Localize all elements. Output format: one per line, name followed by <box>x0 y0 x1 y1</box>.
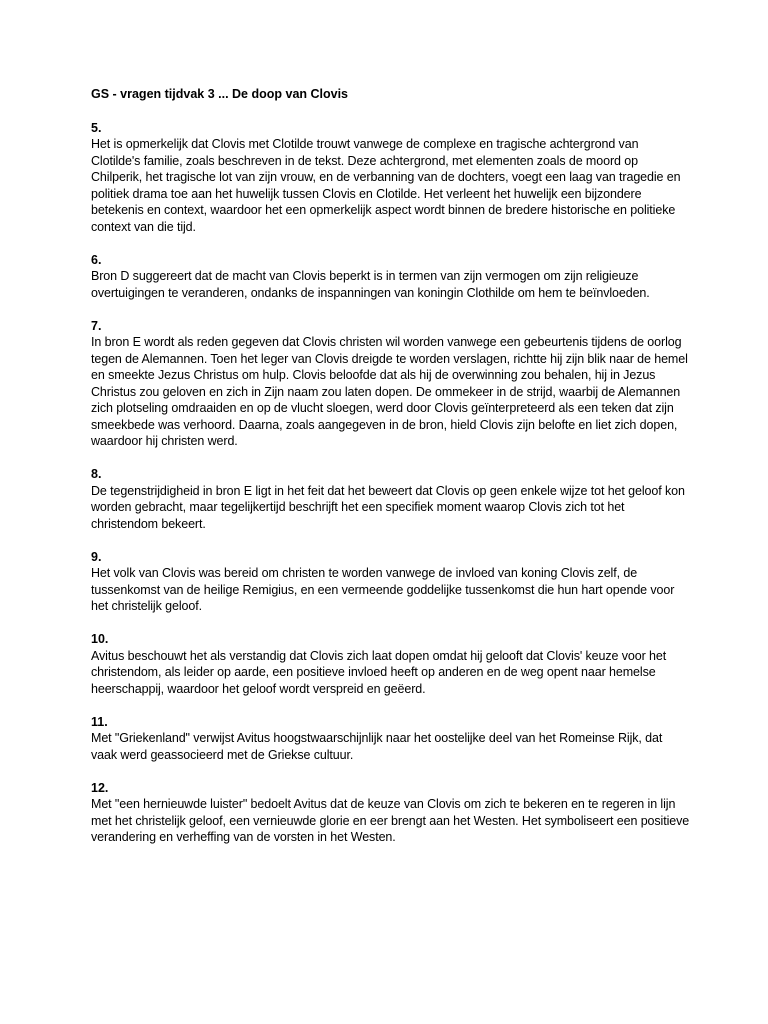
question-number: 5. <box>91 120 102 135</box>
document-page <box>91 86 691 862</box>
question-answer: Met "Griekenland" verwijst Avitus hoogstwaarschijnlijk naar het oostelijke deel van het Romeinse Rijk, dat vaak werd geassocieerd met de Griekse cultuur. <box>91 731 663 762</box>
question-9 <box>91 549 691 615</box>
question-answer: Het is opmerkelijk dat Clovis met Clotilde trouwt vanwege de complexe en tragische achtergrond van Clotilde's familie, zoals beschreven in de tekst. Deze achtergrond, met elementen zoals de moord op Chilperik, het tragische lot van zijn vrouw, en de verbanning van de dochters, voegt een laag van tragedie en politiek drama toe aan het huwelijk tussen Clovis en Clotilde. Het verleent het huwelijk een bijzondere betekenis en context, waardoor het een opmerkelijk aspect wordt binnen de bredere historische en politieke context van die tijd. <box>91 137 681 234</box>
question-6 <box>91 252 691 302</box>
question-5 <box>91 120 691 236</box>
question-7 <box>91 318 691 450</box>
question-answer: De tegenstrijdigheid in bron E ligt in het feit dat het beweert dat Clovis op geen enkele wijze tot het geloof kon worden gebracht, maar tegelijkertijd beschrijft het een specifiek moment waarop Clovis zich tot het christendom bekeert. <box>91 483 685 531</box>
question-12 <box>91 780 691 846</box>
question-11 <box>91 714 691 764</box>
question-number: 8. <box>91 467 102 481</box>
question-answer: Met "een hernieuwde luister" bedoelt Avitus dat de keuze van Clovis om zich te bekeren en te regeren in lijn met het christelijk geloof, een vernieuwde glorie en eer brengt aan het Westen. Het symboliseert een positieve verandering en verheffing van de vorsten in het Westen. <box>91 797 690 844</box>
question-answer: Avitus beschouwt het als verstandig dat Clovis zich laat dopen omdat hij gelooft dat Clovis' keuze voor het christendom, als leider op aarde, een positieve invloed heeft op anderen en de weg opent naar hemelse heerschappij, waardoor het geloof wordt verspreid en geëerd. <box>91 648 667 696</box>
question-answer: Bron D suggereert dat de macht van Clovis beperkt is in termen van zijn vermogen om zijn religieuze overtuigingen te veranderen, ondanks de inspanningen van koningin Clothilde om hem te beïnvloeden. <box>91 269 650 300</box>
question-number: 10. <box>91 632 109 646</box>
question-10 <box>91 631 691 697</box>
question-number: 12. <box>91 780 109 795</box>
question-number: 6. <box>91 252 102 267</box>
question-answer: Het volk van Clovis was bereid om christen te worden vanwege de invloed van koning Clovis zelf, de tussenkomst van de heilige Remigius, en een vermeende goddelijke tussenkomst die hun hart opende voor het christelijk geloof. <box>91 566 675 613</box>
question-number: 9. <box>91 549 102 564</box>
question-answer: In bron E wordt als reden gegeven dat Clovis christen wil worden vanwege een gebeurtenis tijdens de oorlog tegen de Alemannen. Toen het leger van Clovis dreigde te worden verslagen, richtte hij zijn blik naar de hemel en smeekte Jezus Christus om hulp. Clovis beloofde dat als hij de overwinning zou behalen, hij in Jezus Christus zou geloven en zich in Zijn naam zou laten dopen. De ommekeer in de strijd, waarbij de Alemannen zich plotseling omdraaiden en op de vlucht sloegen, werd door Clovis geïnterpreteerd als een teken dat zijn smeekbede was verhoord. Daarna, zoals aangegeven in de bron, hield Clovis zijn belofte en liet zich dopen, waardoor hij christen werd. <box>91 335 688 448</box>
document-title: GS - vragen tijdvak 3 ... De doop van Clovis <box>91 87 349 101</box>
question-number: 11. <box>91 714 108 729</box>
question-8 <box>91 466 691 532</box>
question-number: 7. <box>91 318 102 333</box>
